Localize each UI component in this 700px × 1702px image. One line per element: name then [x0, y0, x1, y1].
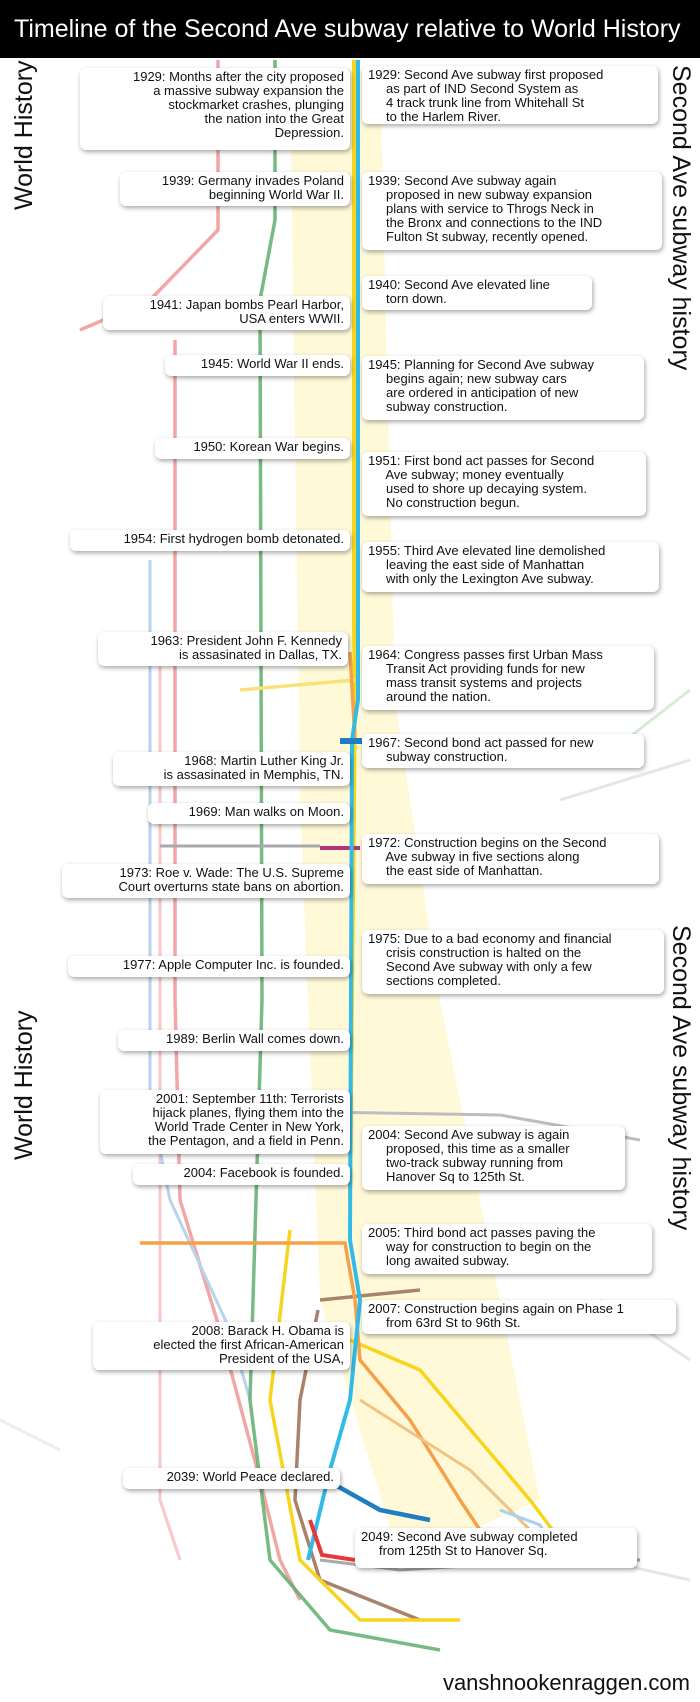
- subway-event-1929: 1929: Second Ave subway first proposed as part of IND Second System as 4 track trunk line from Whitehall St to the Harlem River.: [362, 66, 658, 124]
- station-mark: [340, 738, 362, 744]
- subway-event-2005: 2005: Third bond act passes paving the way for construction to begin on the long awaited subway.: [362, 1224, 652, 1274]
- page-title: Timeline of the Second Ave subway relative to World History: [0, 0, 700, 58]
- subway-event-2007: 2007: Construction begins again on Phase 1 from 63rd St to 96th St.: [362, 1300, 676, 1334]
- world-event-2001: 2001: September 11th: Terrorists hijack planes, flying them into the World Trade Center in New York, the Pentagon, and a field in Penn.: [100, 1090, 350, 1154]
- subway-event-1975: 1975: Due to a bad economy and financial crisis construction is halted on the Second Ave subway with only a few sections completed.: [362, 930, 664, 994]
- world-event-2039: 2039: World Peace declared.: [123, 1468, 340, 1489]
- world-event-1954: 1954: First hydrogen bomb detonated.: [70, 530, 350, 551]
- site-credit: vanshnookenraggen.com: [442, 1670, 690, 1695]
- subway-event-1939: 1939: Second Ave subway again proposed in new subway expansion plans with service to Throgs Neck in the Bronx and connections to the IND Fulton St subway, recently opened.: [362, 172, 662, 250]
- subway-event-2004: 2004: Second Ave subway is again proposed, this time as a smaller two-track subway running from Hanover Sq to 125th St.: [362, 1126, 625, 1190]
- world-event-1969: 1969: Man walks on Moon.: [148, 803, 350, 824]
- world-event-1973: 1973: Roe v. Wade: The U.S. Supreme Court overturns state bans on abortion.: [62, 864, 350, 898]
- subway-event-1972: 1972: Construction begins on the Second Ave subway in five sections along the east side of Manhattan.: [362, 834, 659, 884]
- world-event-1963: 1963: President John F. Kennedy is assasinated in Dallas, TX.: [98, 632, 348, 666]
- subway-event-2049: 2049: Second Ave subway completed from 125th St to Hanover Sq.: [355, 1528, 637, 1568]
- world-event-1945: 1945: World War II ends.: [165, 355, 350, 376]
- subway-event-1967: 1967: Second bond act passed for new subway construction.: [362, 734, 644, 768]
- subway-event-1940: 1940: Second Ave elevated line torn down.: [362, 276, 592, 310]
- world-event-2004: 2004: Facebook is founded.: [133, 1164, 350, 1185]
- faint-line: [0, 1420, 60, 1450]
- world-event-1929: 1929: Months after the city proposed a massive subway expansion the stockmarket crashes, plunging the nation into the Great Depression.: [80, 68, 350, 150]
- world-event-1939: 1939: Germany invades Poland beginning World War II.: [120, 172, 350, 206]
- light-blue-line: [150, 560, 250, 1400]
- subway-event-1964: 1964: Congress passes first Urban Mass Transit Act providing funds for new mass transit systems and projects around the nation.: [362, 646, 654, 710]
- world-event-1977: 1977: Apple Computer Inc. is founded.: [68, 956, 350, 977]
- world-history-label-bottom: World History: [10, 1010, 38, 1160]
- second-ave-label-bottom: Second Ave subway history: [667, 925, 695, 1231]
- world-history-label-top: World History: [10, 60, 38, 210]
- subway-event-1945: 1945: Planning for Second Ave subway begins again; new subway cars are ordered in anticipation of new subway construction.: [362, 356, 644, 420]
- second-ave-label-top: Second Ave subway history: [667, 65, 695, 371]
- world-event-1941: 1941: Japan bombs Pearl Harbor, USA enters WWII.: [103, 296, 350, 330]
- world-event-1989: 1989: Berlin Wall comes down.: [118, 1030, 350, 1051]
- world-event-1968: 1968: Martin Luther King Jr. is assasinated in Memphis, TN.: [113, 752, 350, 786]
- subway-event-1955: 1955: Third Ave elevated line demolished leaving the east side of Manhattan with only the Lexington Ave subway.: [362, 542, 659, 592]
- world-event-2008: 2008: Barack H. Obama is elected the first African-American President of the USA,: [93, 1322, 350, 1370]
- world-event-1950: 1950: Korean War begins.: [155, 438, 350, 459]
- subway-event-1951: 1951: First bond act passes for Second Ave subway; money eventually used to shore up decaying system. No construction begun.: [362, 452, 646, 516]
